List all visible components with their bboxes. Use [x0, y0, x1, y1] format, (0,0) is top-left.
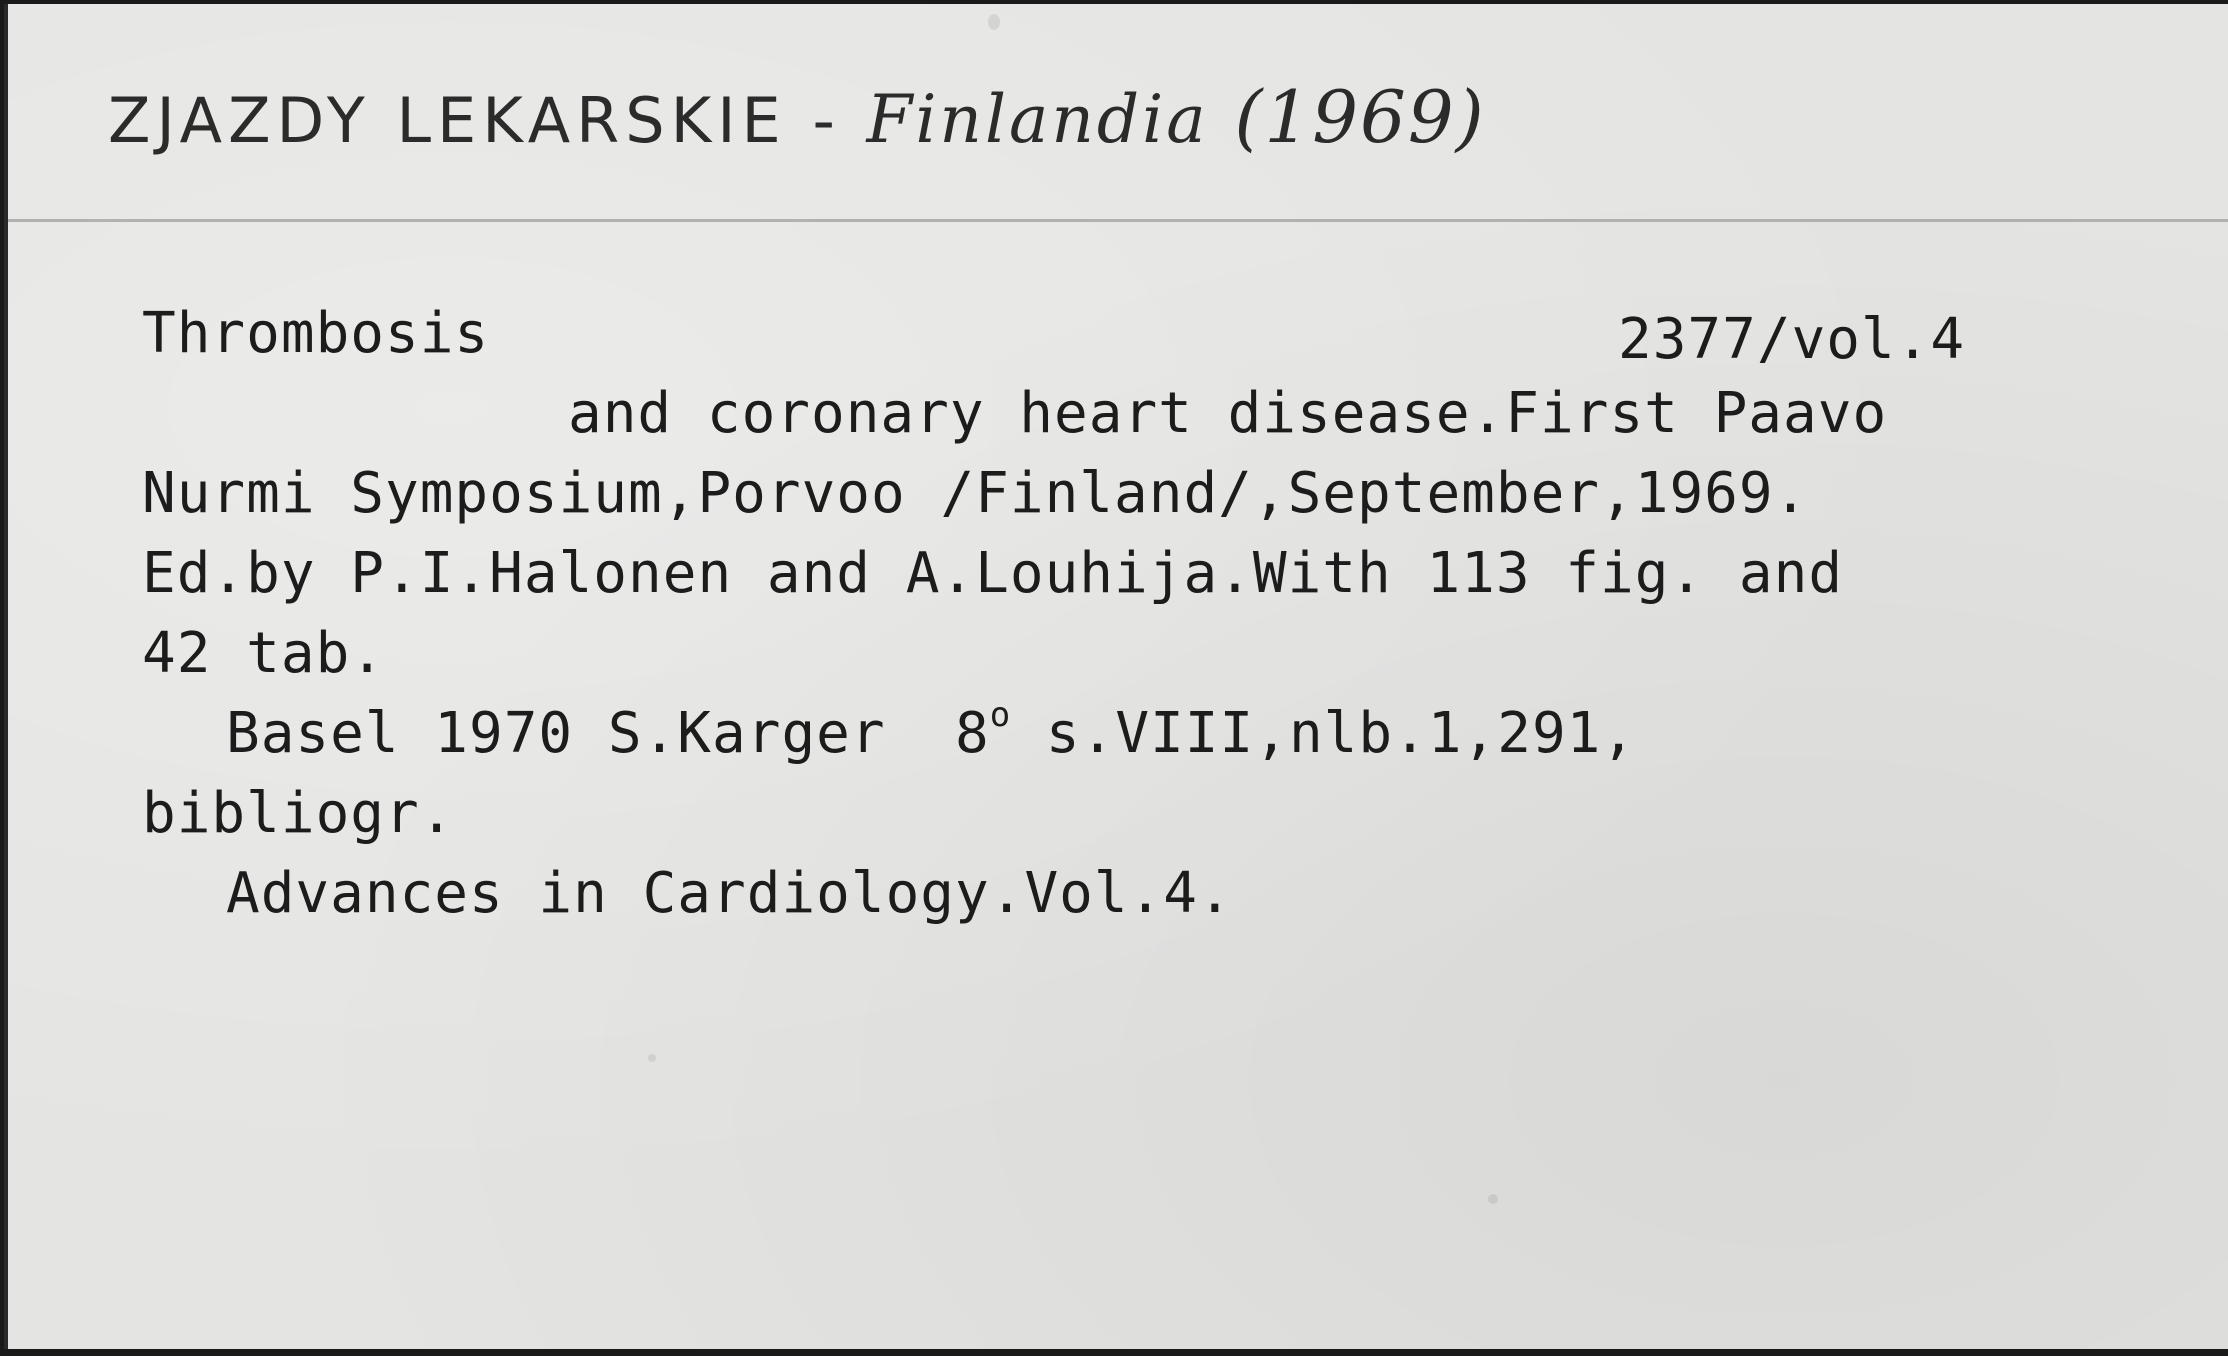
series-note: Advances in Cardiology.Vol.4. — [226, 861, 1233, 926]
imprint-text: Basel 1970 S.Karger 8 — [226, 701, 990, 766]
heading-handwritten-year: (1969) — [1234, 75, 1486, 159]
heading-handwritten-country: Finlandia — [866, 81, 1209, 158]
format-superscript: o — [989, 695, 1012, 735]
description-line-1: and coronary heart disease.First Paavo — [568, 381, 1888, 446]
description-line-3: Ed.by P.I.Halonen and A.Louhija.With 113 fig. and — [142, 541, 1844, 606]
catalog-card — [4, 4, 2228, 1349]
card-heading — [108, 42, 2058, 192]
description-line-4: 42 tab. — [142, 621, 386, 686]
description-line-2: Nurmi Symposium,Porvoo /Finland/,September,1969. — [142, 461, 1809, 526]
call-number: 2377/vol.4 — [1618, 307, 1966, 372]
imprint-line — [226, 694, 1636, 781]
entry-title: Thrombosis — [142, 301, 490, 366]
header-divider — [8, 219, 2228, 222]
ink-speck — [1488, 1194, 1498, 1204]
heading-subject: ZJAZDY LEKARSKIE - — [108, 84, 867, 157]
imprint-pagination: s.VIII,nlb.1,291, — [1011, 701, 1637, 766]
imprint-continuation: bibliogr. — [142, 781, 455, 846]
ink-speck — [648, 1054, 656, 1062]
ink-speck — [988, 14, 1000, 30]
